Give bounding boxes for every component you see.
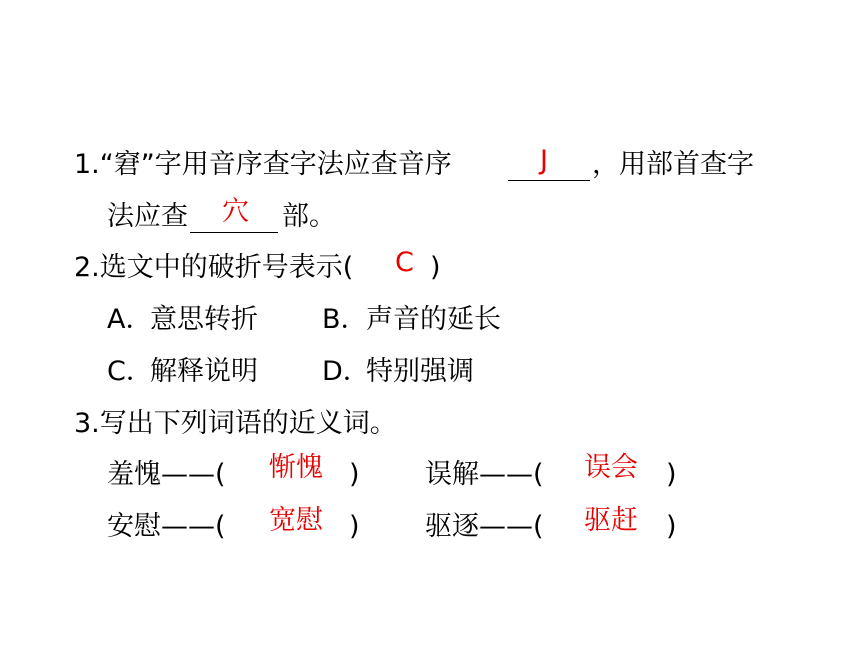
- q2-prefix: 2.选文中的破折号表示(: [74, 252, 354, 283]
- q3-close-2: ): [666, 459, 677, 490]
- q2-option-c-text: 解释说明: [150, 356, 258, 387]
- q3-word-2: 误解——(: [425, 459, 544, 490]
- q3-close-1: ): [349, 459, 360, 490]
- q2-option-a-letter: A．: [107, 304, 153, 335]
- q3-prompt: 3.写出下列词语的近义词。: [74, 408, 397, 439]
- q3-close-4: ): [666, 511, 677, 542]
- q1-answer-radical: 穴: [222, 196, 249, 227]
- q3-answer-2: 误会: [584, 452, 638, 483]
- q2-option-b-letter: B．: [322, 304, 368, 335]
- q3-answer-4: 驱赶: [584, 505, 638, 536]
- q1-line1-suffix: ，用部首查字: [592, 149, 754, 180]
- q1-line1-prefix: 1.“窘”字用音序查字法应查音序: [74, 149, 452, 180]
- q1-answer-phonetic: J: [540, 145, 548, 176]
- q3-answer-3: 宽慰: [269, 505, 323, 536]
- q2-answer: C: [395, 247, 414, 278]
- q1-line2-suffix: 部。: [282, 201, 336, 232]
- q2-option-b-text: 声音的延长: [366, 304, 501, 335]
- q3-word-1: 羞愧——(: [107, 459, 226, 490]
- q2-suffix: ): [430, 252, 441, 283]
- q2-option-d-text: 特别强调: [366, 356, 474, 387]
- q1-line2-prefix: 法应查: [107, 201, 188, 232]
- q2-option-c-letter: C．: [107, 356, 153, 387]
- q2-option-a-text: 意思转折: [150, 304, 258, 335]
- q2-option-d-letter: D．: [322, 356, 370, 387]
- q3-close-3: ): [349, 511, 360, 542]
- q3-answer-1: 惭愧: [269, 452, 323, 483]
- q1-blank-phonetic: [508, 180, 590, 181]
- q1-blank-radical: [190, 232, 278, 233]
- q3-word-3: 安慰——(: [107, 511, 226, 542]
- q3-word-4: 驱逐——(: [425, 511, 544, 542]
